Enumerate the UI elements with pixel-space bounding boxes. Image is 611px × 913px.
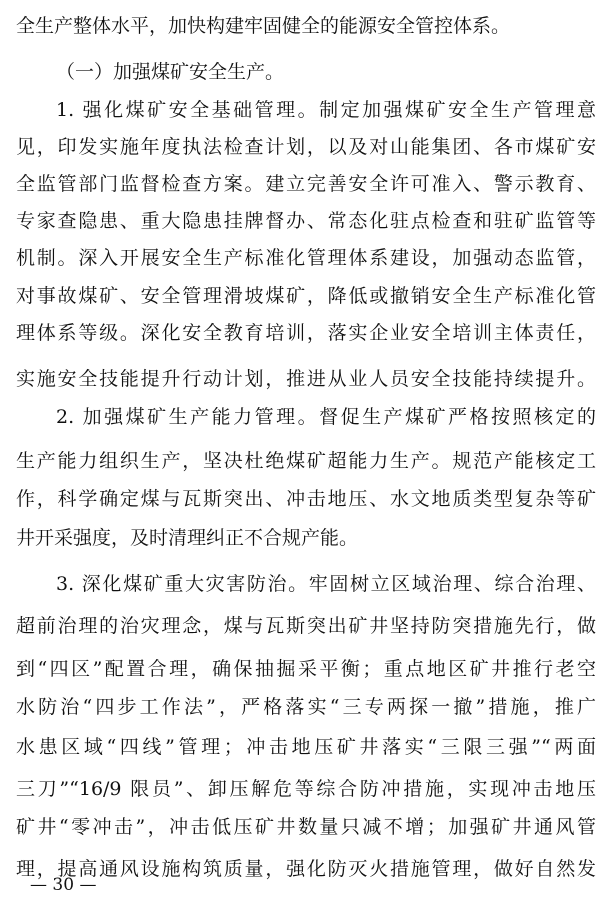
text-line: 1. 强化煤矿安全基础管理。制定加强煤矿安全生产管理意 — [56, 99, 596, 121]
text-line: 超前治理的治灾理念，煤与瓦斯突出矿井坚持防突措施先行，做 — [16, 615, 596, 637]
section-heading: （一）加强煤矿安全生产。 — [56, 61, 285, 83]
text-line: 2. 加强煤矿生产能力管理。督促生产煤矿严格按照核定的 — [56, 406, 596, 428]
text-line: 三刀”“16/9 限员”、卸压解危等综合防冲措施，实现冲击地压 — [16, 778, 596, 800]
text-line: 全生产整体水平，加快构建牢固健全的能源安全管控体系。 — [16, 15, 511, 37]
text-line: 3. 深化煤矿重大灾害防治。牢固树立区域治理、综合治理、 — [56, 573, 596, 595]
text-line: 水患区域“四线”管理；冲击地压矿井落实“三限三强”“两面 — [16, 736, 596, 758]
text-line: 机制。深入开展安全生产标准化管理体系建设，加强动态监管， — [16, 247, 596, 269]
text-line: 井开采强度，及时清理纠正不合规产能。 — [16, 527, 359, 549]
text-line: 实施安全技能提升行动计划，推进从业人员安全技能持续提升。 — [16, 368, 596, 390]
text-line: 对事故煤矿、安全管理滑坡煤矿，降低或撤销安全生产标准化管 — [16, 285, 596, 307]
text-line: 矿井“零冲击”，冲击低压矿井数量只减不增；加强矿井通风管 — [16, 816, 596, 838]
text-line: 全监管部门监督检查方案。建立完善安全许可准入、警示教育、 — [16, 173, 596, 195]
text-line: 水防治“四步工作法”，严格落实“三专两探一撤”措施，推广 — [16, 696, 596, 718]
text-line: 专家查隐患、重大隐患挂牌督办、常态化驻点检查和驻矿监管等 — [16, 210, 596, 232]
text-line: 到“四区”配置合理，确保抽掘采平衡；重点地区矿井推行老空 — [16, 658, 596, 680]
text-line: 见，印发实施年度执法检查计划，以及对山能集团、各市煤矿安 — [16, 136, 596, 158]
text-line: 理，提高通风设施构筑质量，强化防灭火措施管理，做好自然发 — [16, 858, 596, 880]
text-line: 作，科学确定煤与瓦斯突出、冲击地压、水文地质类型复杂等矿 — [16, 488, 596, 510]
text-line: 生产能力组织生产，坚决杜绝煤矿超能力生产。规范产能核定工 — [16, 450, 596, 472]
page-number: — 30 — — [30, 875, 97, 895]
text-line: 理体系等级。深化安全教育培训，落实企业安全培训主体责任， — [16, 322, 596, 344]
